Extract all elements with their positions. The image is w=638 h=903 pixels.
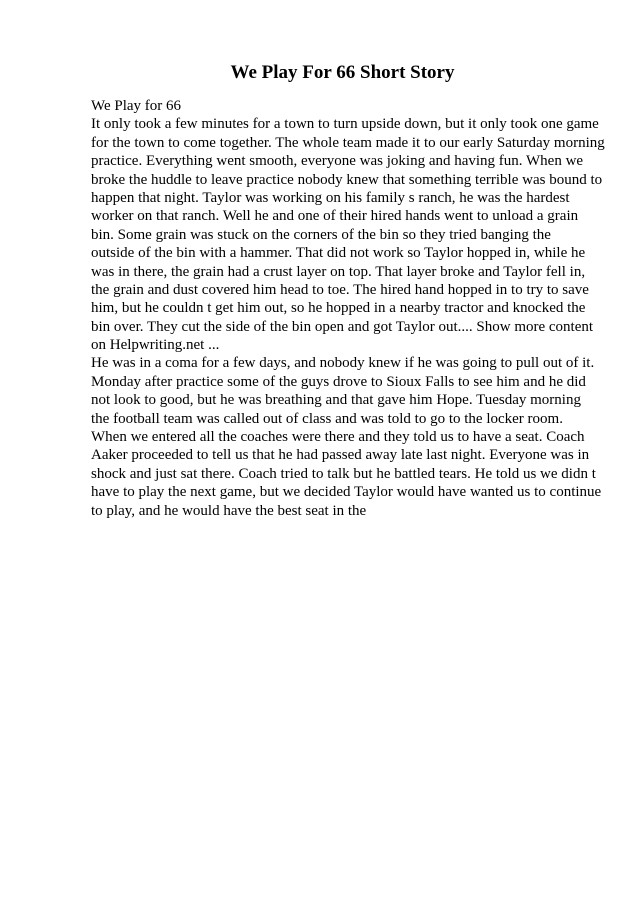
- body-line: for the town to come together. The whole team made it to our early Saturday morning: [91, 134, 605, 151]
- body-line: on Helpwriting.net ...: [91, 337, 220, 354]
- body-line: bin. Some grain was stuck on the corners of the bin so they tried banging the: [91, 226, 551, 243]
- body-line: him, but he couldn t get him out, so he hopped in a nearby tractor and knocked the: [91, 300, 586, 317]
- body-line: was in there, the grain had a crust layer on top. That layer broke and Taylor fell in,: [91, 263, 586, 280]
- body-line: outside of the bin with a hammer. That did not work so Taylor hopped in, while he: [91, 245, 586, 262]
- body-line: We Play for 66: [91, 98, 182, 114]
- body-line: practice. Everything went smooth, everyone was joking and having fun. When we: [91, 153, 584, 170]
- body-line: It only took a few minutes for a town to turn upside down, but it only took one game: [91, 116, 599, 133]
- body-line: Monday after practice some of the guys drove to Sioux Falls to see him and he did: [91, 373, 586, 390]
- body-line: When we entered all the coaches were there and they told us to have a seat. Coach: [91, 429, 585, 446]
- body-line: Aaker proceeded to tell us that he had passed away late last night. Everyone was in: [91, 447, 590, 464]
- body-line: shock and just sat there. Coach tried to talk but he battled tears. He told us we didn t: [91, 465, 596, 482]
- body-line: He was in a coma for a few days, and nobody knew if he was going to pull out of it.: [91, 355, 595, 372]
- document-title: We Play For 66 Short Story: [230, 62, 455, 83]
- body-line: to play, and he would have the best seat in the: [91, 502, 367, 519]
- body-line: broke the huddle to leave practice nobody knew that something terrible was bound to: [91, 171, 603, 188]
- body-line: bin over. They cut the side of the bin open and got Taylor out.... Show more content: [91, 318, 594, 335]
- body-line: not look to good, but he was breathing and that gave him Hope. Tuesday morning: [91, 392, 581, 409]
- body-line: happen that night. Taylor was working on his family s ranch, he was the hardest: [91, 189, 570, 206]
- body-line: worker on that ranch. Well he and one of their hired hands went to unload a grain: [91, 208, 579, 225]
- document-body: [91, 97, 611, 520]
- body-line: have to play the next game, but we decided Taylor would have wanted us to continue: [91, 484, 602, 501]
- body-line: the grain and dust covered him head to toe. The hired hand hopped in to try to save: [91, 281, 589, 298]
- body-line: the football team was called out of class and was told to go to the locker room.: [91, 410, 563, 427]
